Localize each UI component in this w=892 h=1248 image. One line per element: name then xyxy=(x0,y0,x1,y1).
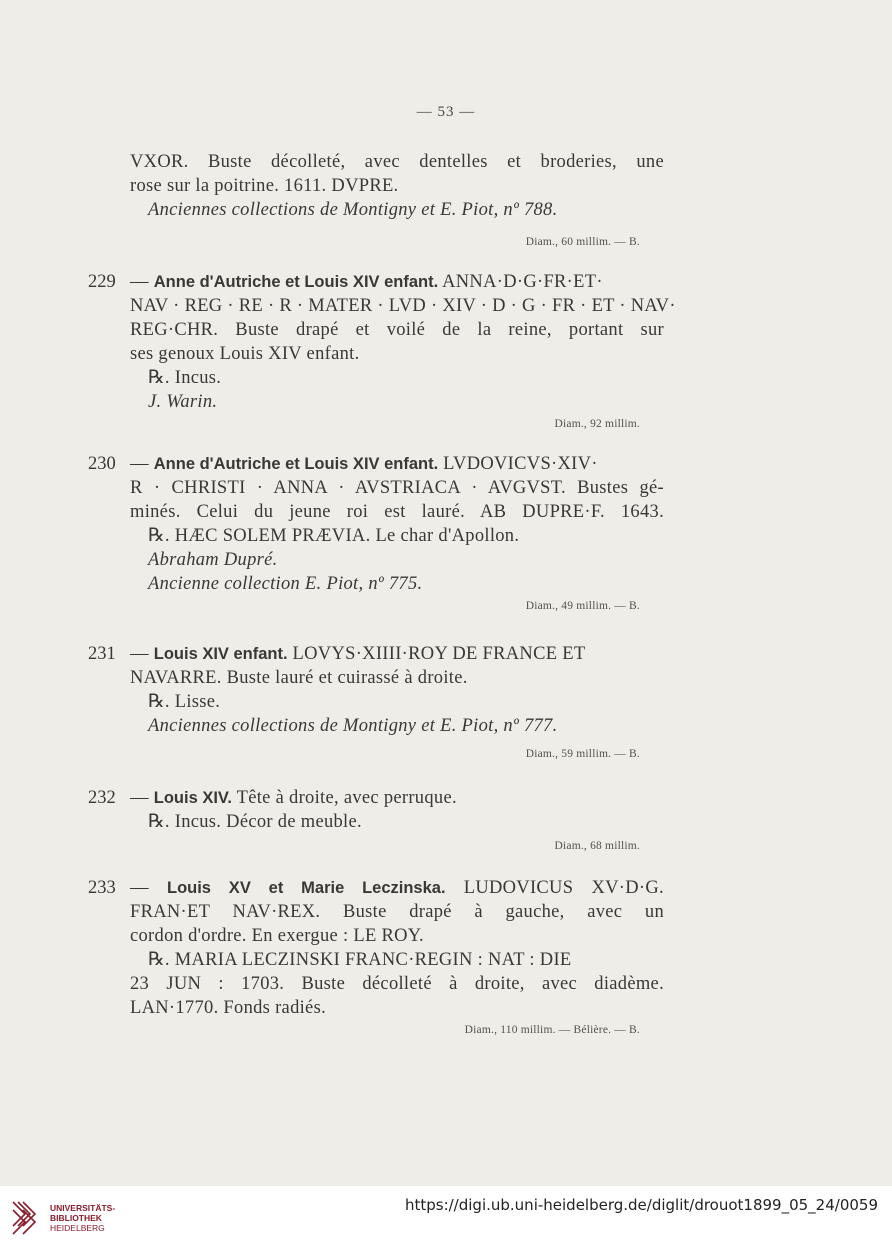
text-line: REG·CHR. Buste drapé et voilé de la reine, portant sur xyxy=(130,320,664,340)
lot-inscription: LUDOVICUS XV·D·G. xyxy=(463,878,664,898)
diameter-note: Diam., 60 millim. — B. xyxy=(525,236,640,248)
lot-heading xyxy=(130,786,664,810)
diameter-note: Diam., 59 millim. — B. xyxy=(525,748,640,760)
text-line: R · CHRISTI · ANNA · AVSTRIACA · AVGVST. Bustes gé- xyxy=(130,478,664,498)
lot-heading xyxy=(130,642,664,666)
logo-text-line: BIBLIOTHEK xyxy=(50,1213,102,1223)
text-line: NAV · REG · RE · R · MATER · LVD · XIV · D · G · FR · ET · NAV· xyxy=(130,296,676,316)
text-line: VXOR. Buste décolleté, avec dentelles et broderies, une xyxy=(130,152,664,172)
lot-inscription: ANNA·D·G·FR·ET· xyxy=(442,272,603,292)
lot-heading xyxy=(130,876,664,900)
lot-title: Louis XIV. xyxy=(153,789,232,807)
lot-dash: — xyxy=(130,788,149,808)
text-line: LAN·1770. Fonds radiés. xyxy=(130,998,326,1018)
text-line: rose sur la poitrine. 1611. DVPRE. xyxy=(130,176,399,196)
lot-inscription: LVDOVICVS·XIV· xyxy=(443,454,598,474)
lot-title: Louis XV et Marie Leczinska. xyxy=(166,879,446,897)
library-logo-icon xyxy=(10,1196,40,1236)
lot-dash: — xyxy=(130,272,149,292)
lot-number: 233 xyxy=(88,878,116,898)
lot-inscription: LOVYS·XIIII·ROY DE FRANCE ET xyxy=(292,644,586,664)
lot-number: 229 xyxy=(88,272,116,292)
lot-number: 231 xyxy=(88,644,116,664)
revers-line: ℞. Incus. Décor de meuble. xyxy=(148,812,362,832)
lot-description: Tête à droite, avec perruque. xyxy=(236,788,457,808)
lot-title: Louis XIV enfant. xyxy=(153,645,288,663)
revers-line: ℞. HÆC SOLEM PRÆVIA. Le char d'Apollon. xyxy=(148,526,520,546)
artist-line: J. Warin. xyxy=(148,392,218,412)
provenance-line: Anciennes collections de Montigny et E. Piot, nº 777. xyxy=(148,716,558,736)
revers-line: ℞. Lisse. xyxy=(148,692,221,712)
lot-dash: — xyxy=(130,878,149,898)
viewer-footer xyxy=(0,1186,892,1248)
text-line: NAVARRE. Buste lauré et cuirassé à droite. xyxy=(130,668,468,688)
text-line: minés. Celui du jeune roi est lauré. AB DUPRE·F. 1643. xyxy=(130,502,664,522)
lot-heading xyxy=(130,270,664,294)
text-line: cordon d'ordre. En exergue : LE ROY. xyxy=(130,926,424,946)
lot-dash: — xyxy=(130,454,149,474)
lot-title: Anne d'Autriche et Louis XIV enfant. xyxy=(153,455,439,473)
lot-heading xyxy=(130,452,664,476)
provenance-line: Anciennes collections de Montigny et E. Piot, nº 788. xyxy=(148,200,558,220)
logo-text-line: HEIDELBERG xyxy=(50,1223,105,1233)
page-number: — 53 — xyxy=(416,104,476,120)
lot-title: Anne d'Autriche et Louis XIV enfant. xyxy=(153,273,439,291)
diameter-note: Diam., 110 millim. — Bélière. — B. xyxy=(464,1024,640,1036)
page-url-link[interactable]: https://digi.ub.uni-heidelberg.de/diglit/drouot1899_05_24/0059 xyxy=(404,1196,878,1214)
text-line: 23 JUN : 1703. Buste décolleté à droite, avec diadème. xyxy=(130,974,664,994)
revers-line: ℞. Incus. xyxy=(148,368,222,388)
revers-line: ℞. MARIA LECZINSKI FRANC·REGIN : NAT : DIE xyxy=(148,950,572,970)
text-line: ses genoux Louis XIV enfant. xyxy=(130,344,360,364)
logo-text-line: UNIVERSITÄTS- xyxy=(50,1203,116,1213)
diameter-note: Diam., 49 millim. — B. xyxy=(525,600,640,612)
lot-dash: — xyxy=(130,644,149,664)
diameter-note: Diam., 92 millim. xyxy=(554,418,640,430)
artist-line: Abraham Dupré. xyxy=(148,550,278,570)
diameter-note: Diam., 68 millim. xyxy=(554,840,640,852)
lot-number: 232 xyxy=(88,788,116,808)
provenance-line: Ancienne collection E. Piot, nº 775. xyxy=(148,574,423,594)
text-line: FRAN·ET NAV·REX. Buste drapé à gauche, avec un xyxy=(130,902,664,922)
lot-number: 230 xyxy=(88,454,116,474)
